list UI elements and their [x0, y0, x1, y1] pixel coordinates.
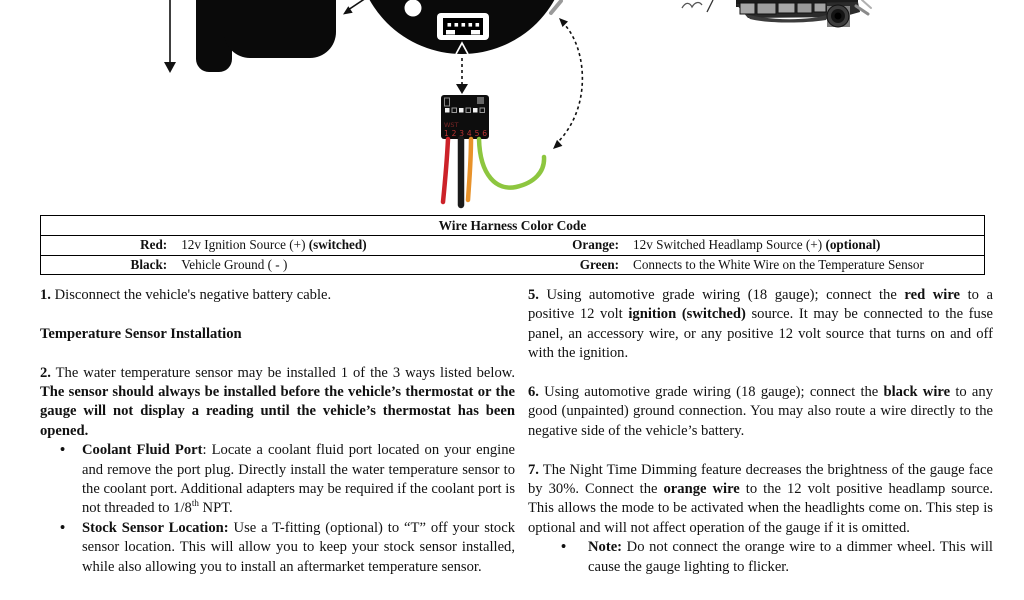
gauge-connector-port: [437, 13, 489, 40]
color-desc-orange: 12v Switched Headlamp Source (+) (optional): [633, 237, 881, 253]
step-5: 5. Using automotive grade wiring (18 gauge); connect the red wire to a positive 12 volt ignition (switched) source. It may be connected to the fuse panel, an accessory wire, or any positive 12 volt source that turns on and off with the ignition.: [528, 287, 993, 362]
gauge-side-view: [196, 0, 336, 72]
color-label-black: Black:: [130, 256, 168, 272]
table-title: Wire Harness Color Code: [438, 218, 587, 233]
color-label-red: Red:: [140, 237, 168, 253]
dashed-arrow-green-to-sensor: [553, 18, 582, 149]
down-arrow: [164, 0, 176, 73]
step-1: 1. Disconnect the vehicle's negative battery cable.: [40, 287, 332, 303]
table-row: [41, 236, 985, 255]
wiring-diagram: [0, 0, 1024, 212]
orange-wire: [468, 139, 471, 200]
right-text-column: [528, 286, 993, 577]
color-desc-green: Connects to the White Wire on the Temperature Sensor: [633, 256, 924, 272]
color-desc-black: Vehicle Ground ( - ): [181, 256, 288, 272]
wire-harness-connector: [441, 95, 489, 139]
step-2: 2. The water temperature sensor may be installed 1 of the 3 ways listed below. The sensor should always be installed before the vehicle’s thermostat or the gauge will not display a reading until the vehicle’s thermostat has been opened.: [40, 364, 515, 439]
connector-pin-numbers: 1 2 3 4 5 6: [444, 129, 487, 138]
table-row: [41, 255, 985, 274]
connector-label: WST: [444, 121, 459, 129]
engine-part-photo: [736, 0, 871, 27]
step-6: 6. Using automotive grade wiring (18 gauge); connect the black wire to any good (unpainted) ground connection. You may also route a wire directly to the negative side of the vehicle’s battery.: [528, 384, 993, 439]
dashed-arrow-gauge-to-harness: [456, 58, 468, 94]
gauge-rear-view: [356, 0, 568, 54]
bullet-stock-sensor-location: • Stock Sensor Location: Use a T-fitting (optional) to “T” off your stock sensor location. This will allow you to keep your stock sensor installed, while also allowing you to install an aftermarket temperature sensor.: [40, 519, 515, 577]
gauge-vent-hole: [405, 0, 422, 17]
wire-harness-color-code-table: [40, 215, 985, 275]
note-dimmer-wheel: • Note: Do not connect the orange wire to a dimmer wheel. This will cause the gauge lighting to flicker.: [528, 538, 993, 577]
bullet-coolant-fluid-port: • Coolant Fluid Port: Locate a coolant fluid port located on your engine and remove the port plug. Directly install the water temperature sensor to the coolant port. Additional adapters may be required if the coolant port is not threaded to 1/8th NPT.: [40, 441, 515, 519]
arrow-to-gauge: [343, 0, 369, 15]
sensor-install-options: [40, 441, 515, 577]
note-list: [528, 538, 993, 577]
color-label-green: Green:: [579, 256, 620, 272]
color-desc-red: 12v Ignition Source (+) (switched): [181, 237, 367, 253]
left-text-column: [40, 286, 515, 577]
color-label-orange: Orange:: [572, 237, 620, 253]
handwriting-mark: [682, 0, 713, 12]
red-wire: [443, 139, 448, 202]
section-heading: Temperature Sensor Installation: [40, 325, 242, 342]
step-7: 7. The Night Time Dimming feature decreases the brightness of the gauge face by 30%. Connect the orange wire to the 12 volt positive headlamp source. This allows the mode to be activated when the headlights come on. This step is optional and will not affect operation of the gauge if it is omitted.: [528, 461, 993, 536]
green-wire: [479, 139, 544, 188]
table-header-row: [41, 216, 985, 236]
